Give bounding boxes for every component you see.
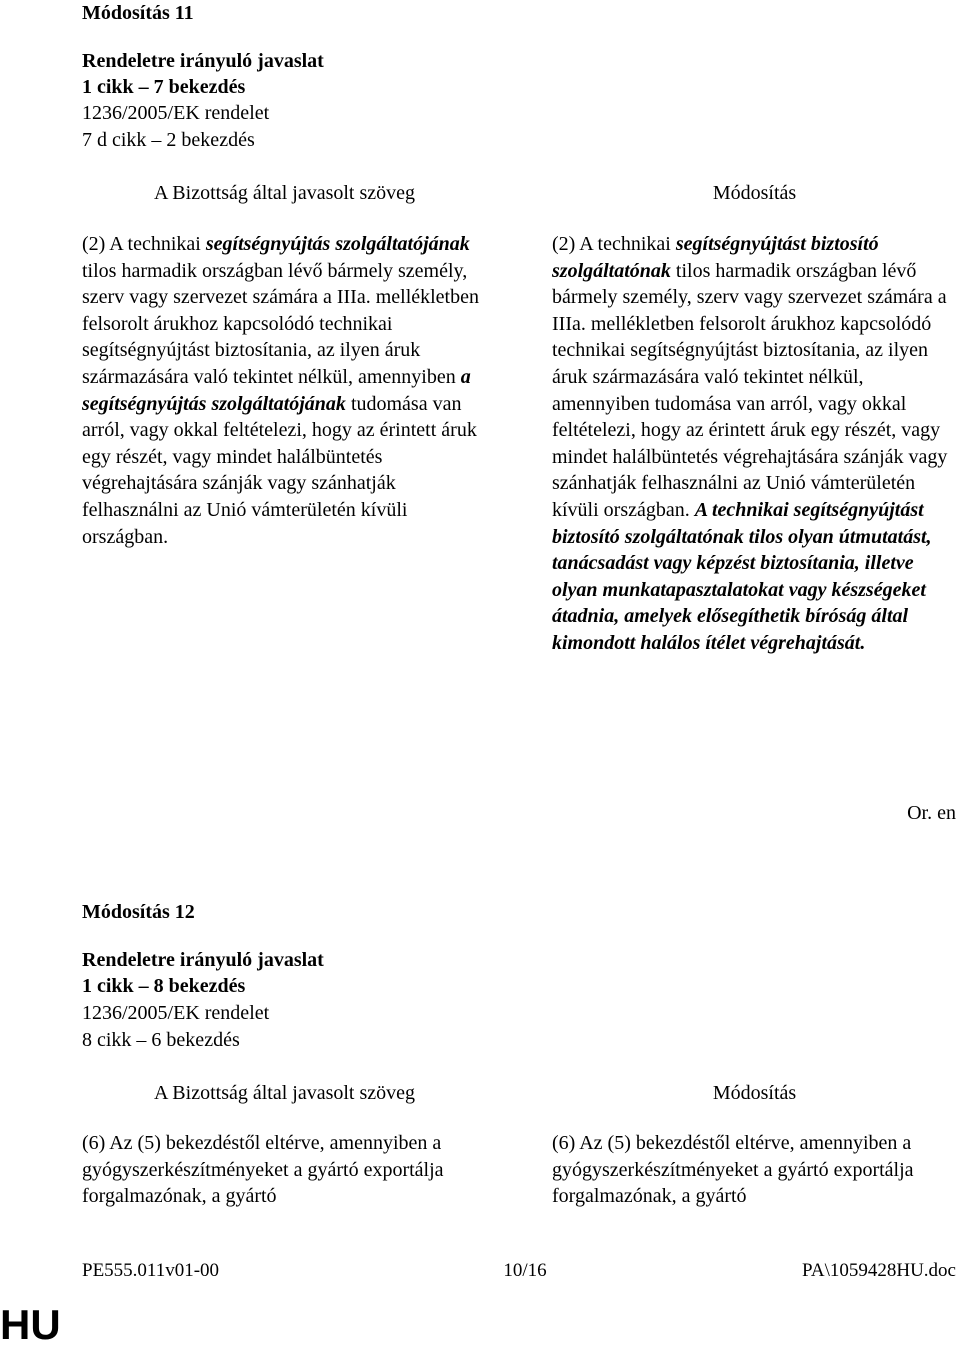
amendment-11-article: 1 cikk – 7 bekezdés — [82, 76, 246, 98]
amendment-12-left-text: (6) Az (5) bekezdéstől eltérve, amennyiben a gyógyszerkészítményeket a gyártó exportálja forgalmazónak, a gyártó — [82, 1132, 444, 1208]
footer-page-number: 10/16 — [503, 1260, 547, 1281]
left-text-part-1: (2) A technikai — [82, 233, 206, 255]
amendment-12-article: 1 cikk – 8 bekezdés — [82, 975, 246, 997]
amendment-11-right-text — [552, 231, 952, 657]
language-code: HU — [0, 1301, 61, 1348]
right-text-emphasis-1: segítségnyújtást biztosító szolgáltatónak — [552, 233, 879, 282]
left-text-emphasis-2: a segítségnyújtás szolgáltatójának — [82, 365, 471, 415]
amendment-11-right-heading: Módosítás — [712, 182, 797, 204]
left-text-part-5: tudomása van arról, vagy okkal feltételezi, hogy az érintett áruk egy részét, vagy mindet halálbüntetés végrehajtására szánják vagy szánhatják felhasználni az Unió vámterületén kívüli országban. — [82, 392, 477, 548]
footer-document-id: PE555.011v01-00 — [82, 1260, 220, 1281]
amendment-11-left-heading: A Bizottság által javasolt szöveg — [153, 182, 416, 204]
left-text-part-3: tilos harmadik országban lévő bármely személy, szerv vagy szervezet számára a IIIa. mellékletben felsorolt árukhoz kapcsolódó technikai segítségnyújtást biztosítania, az ilyen áruk származására való tekintet nélkül, amennyiben — [82, 259, 479, 388]
amendment-12-regulation: 1236/2005/EK rendelet — [82, 1002, 270, 1024]
footer-file-name: PA\1059428HU.doc — [802, 1260, 956, 1281]
amendment-11-proposal: Rendeletre irányuló javaslat — [82, 50, 324, 72]
amendment-11-title: Módosítás 11 — [82, 2, 194, 24]
right-text-emphasis-2: A technikai segítségnyújtást biztosító szolgáltatónak tilos olyan útmutatást, tanácsadást vagy képzést biztosítania, illetve olyan munkatapasztalatokat vagy készségeket átadnia, amelyek elősegíthetik bíróság által kimondott halálos ítélet végrehajtását. — [552, 498, 932, 654]
amendment-12-title: Módosítás 12 — [82, 901, 195, 923]
amendment-12-right-heading: Módosítás — [712, 1082, 797, 1104]
right-text-part-1: (2) A technikai — [552, 233, 676, 255]
original-language-note: Or. en — [907, 802, 956, 824]
right-text-part-3: tilos harmadik országban lévő bármely személy, szerv vagy szervezet számára a IIIa. mellékletben felsorolt árukhoz kapcsolódó technikai segítségnyújtást biztosítania, az ilyen áruk származására való tekintet nélkül, amennyiben tudomása van arról, vagy okkal feltételezi, hogy az érintett áruk egy részét, vagy mindet halálbüntetés végrehajtására szánják vagy szánhatják felhasználni az Unió vámterületén kívüli országban. — [552, 259, 948, 521]
left-text-emphasis-1: segítségnyújtás szolgáltatójának — [205, 233, 470, 255]
amendment-12-proposal: Rendeletre irányuló javaslat — [82, 949, 324, 971]
amendment-12-left-heading: A Bizottság által javasolt szöveg — [153, 1082, 416, 1104]
amendment-11-regulation: 1236/2005/EK rendelet — [82, 102, 270, 124]
amendment-11-left-text — [82, 231, 487, 550]
amendment-12-reference: 8 cikk – 6 bekezdés — [82, 1029, 240, 1051]
amendment-11-reference: 7 d cikk – 2 bekezdés — [82, 129, 255, 151]
amendment-12-right-text: (6) Az (5) bekezdéstől eltérve, amennyiben a gyógyszerkészítményeket a gyártó exportálja forgalmazónak, a gyártó — [552, 1132, 914, 1208]
